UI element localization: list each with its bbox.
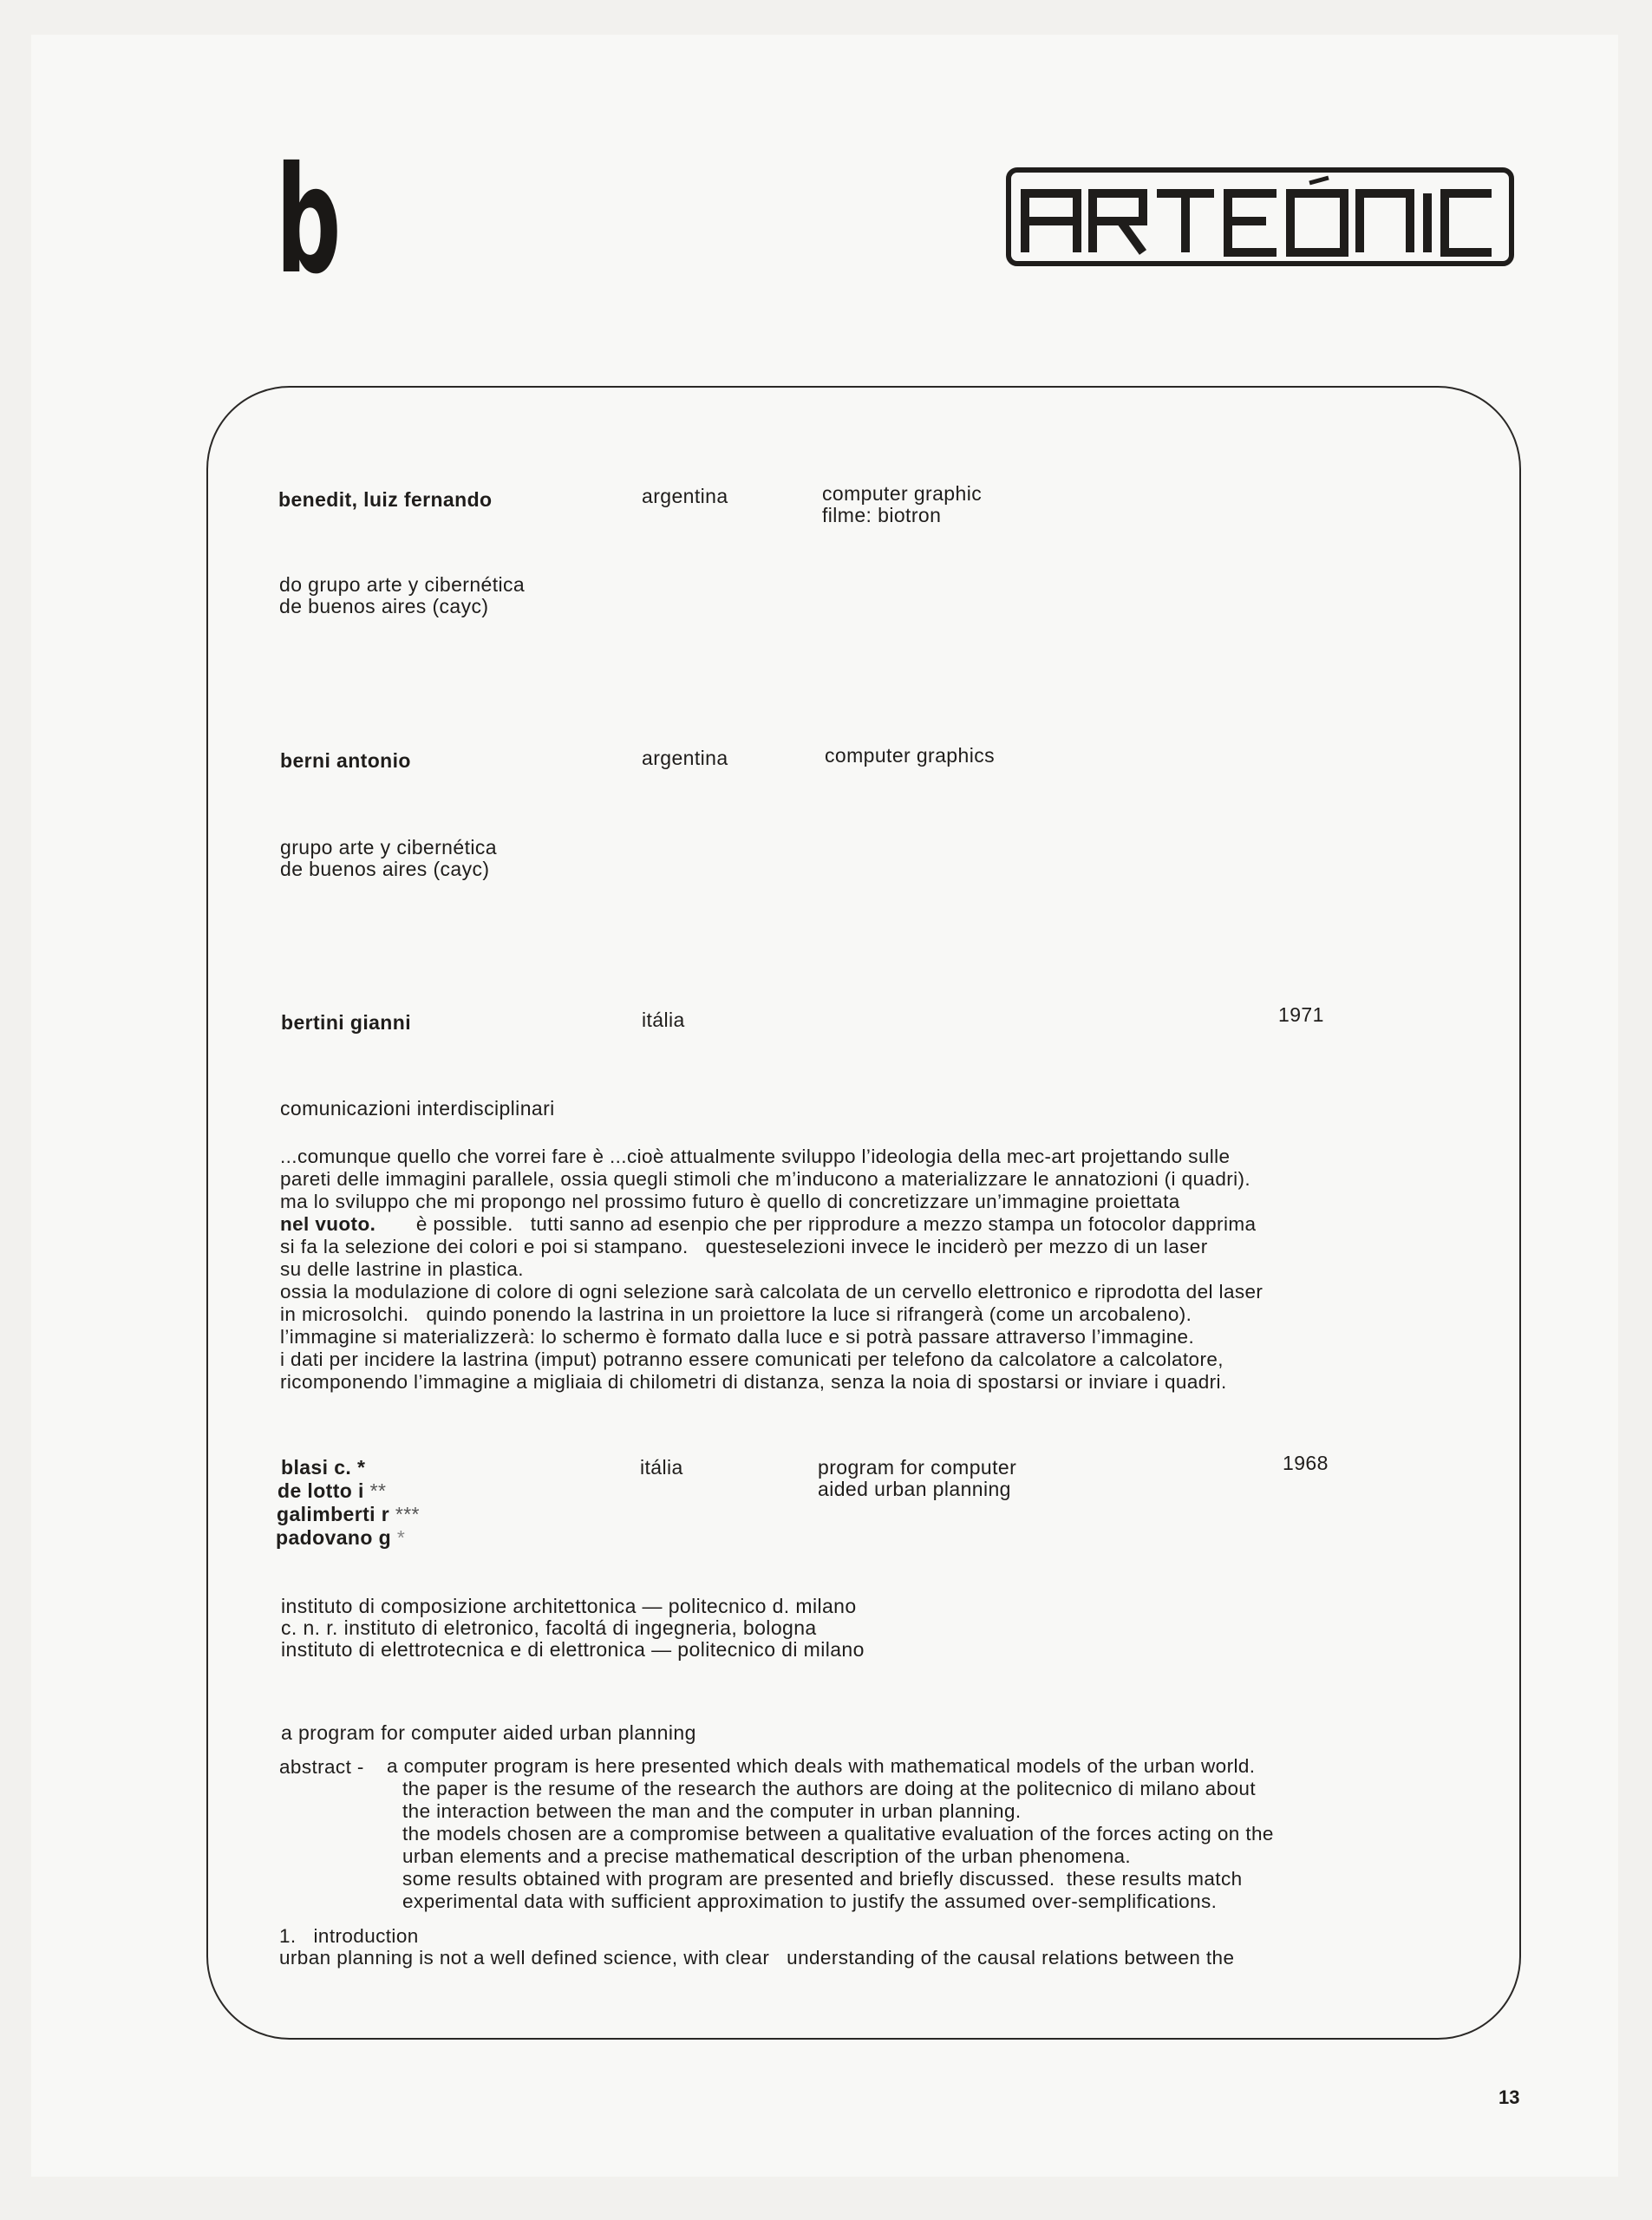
entry-country: argentina — [642, 485, 728, 507]
abstract-label: abstract - — [279, 1756, 364, 1778]
abstract-line: the interaction between the man and the computer in urban planning. — [402, 1800, 1022, 1822]
text-line: pareti delle immagini parallele, ossia quegli stimoli che m’inducono a materializzare le annatozioni (i quadri). — [280, 1168, 1251, 1190]
abstract-line: the models chosen are a compromise between a qualitative evaluation of the forces acting on the — [402, 1823, 1274, 1845]
text-line: ricomponendo l’immagine a migliaia di chilometri di distanza, senza la noia di spostarsi or inviare i quadri. — [280, 1371, 1227, 1393]
entry-affiliation-line: instituto di composizione architettonica — politecnico d. milano — [281, 1595, 857, 1617]
arteonica-logo — [1006, 167, 1514, 266]
entry-affiliation-line: c. n. r. instituto di eletronico, facoltá di ingegneria, bologna — [281, 1616, 817, 1639]
abstract-line: the paper is the resume of the research the authors are doing at the politecnico di milano about — [402, 1778, 1256, 1799]
entry-affiliation-line: de buenos aires (cayc) — [280, 858, 490, 880]
abstract-line: urban elements and a precise mathematical description of the urban phenomena. — [402, 1845, 1132, 1867]
entry-year: 1971 — [1278, 1003, 1324, 1026]
entry-name: bertini gianni — [281, 1011, 411, 1034]
author-name: galimberti r *** — [277, 1503, 420, 1525]
text-line: in microsolchi. quindo ponendo la lastrina in un proiettore la luce si rifrangerà (come un arcobaleno). — [280, 1303, 1192, 1325]
text-line: ma lo sviluppo che mi propongo nel prossimo futuro è quello di concretizzare un’immagine proiettata — [280, 1191, 1180, 1212]
bold-phrase: nel vuoto. — [280, 1213, 376, 1235]
page-number: 13 — [1499, 2086, 1520, 2108]
text-line — [280, 1213, 1256, 1235]
entry-name: berni antonio — [280, 749, 411, 772]
text-line-rest: è possible. tutti sanno ad esenpio che per ripprodure a mezzo stampa un fotocolor dapprima — [415, 1213, 1257, 1235]
entry-subtitle: comunicazioni interdisciplinari — [280, 1097, 555, 1120]
paper-title: a program for computer aided urban planning — [281, 1721, 696, 1744]
text-line: si fa la selezione dei colori e poi si stampano. questeselezioni invece le inciderò per mezzo di un laser — [280, 1236, 1208, 1257]
entry-name: benedit, luiz fernando — [278, 488, 493, 511]
entry-work-line: program for computer — [818, 1456, 1017, 1479]
text-line: l’immagine si materializzerà: lo schermo è formato dalla luce e si potrà passare attraverso l’immagine. — [280, 1326, 1195, 1348]
section-heading: 1. introduction — [279, 1925, 419, 1947]
text-line: i dati per incidere la lastrina (imput) potranno essere comunicati per telefono da calcolatore a calcolatore, — [280, 1348, 1224, 1370]
entry-affiliation-line: do grupo arte y cibernética — [279, 573, 526, 596]
text-line: ossia la modulazione di colore di ogni selezione sarà calcolata de un cervello elettronico e riprodotta del laser — [280, 1281, 1263, 1303]
entry-work-line: aided urban planning — [818, 1478, 1011, 1500]
abstract-line: a computer program is here presented which deals with mathematical models of the urban world. — [387, 1755, 1256, 1777]
entry-work-line: computer graphics — [825, 744, 995, 767]
abstract-line: experimental data with sufficient approximation to justify the assumed over-semplifications. — [402, 1890, 1218, 1912]
abstract-line: some results obtained with program are presented and briefly discussed. these results match — [402, 1868, 1243, 1890]
entry-country: itália — [642, 1009, 685, 1031]
entry-affiliation-line: grupo arte y cibernética — [280, 836, 497, 859]
author-name: padovano g * — [276, 1526, 406, 1549]
entry-country: itália — [640, 1456, 683, 1479]
entry-work-line: filme: biotron — [822, 504, 942, 526]
text-line: su delle lastrine in plastica. — [280, 1258, 524, 1280]
section-letter: b — [276, 135, 338, 307]
entry-affiliation-line: de buenos aires (cayc) — [279, 595, 489, 617]
intro-line: urban planning is not a well defined science, with clear understanding of the causal relations between the — [279, 1947, 1235, 1969]
text-line: ...comunque quello che vorrei fare è ...cioè attualmente sviluppo l’ideologia della mec-art projettando sulle — [280, 1146, 1231, 1167]
entry-work-line: computer graphic — [822, 482, 983, 505]
author-name: de lotto i ** — [278, 1479, 387, 1502]
entry-affiliation-line: instituto di elettrotecnica e di elettronica — politecnico di milano — [281, 1638, 865, 1661]
entry-country: argentina — [642, 747, 728, 769]
entry-year: 1968 — [1283, 1452, 1329, 1474]
author-name: blasi c. * — [281, 1456, 366, 1479]
